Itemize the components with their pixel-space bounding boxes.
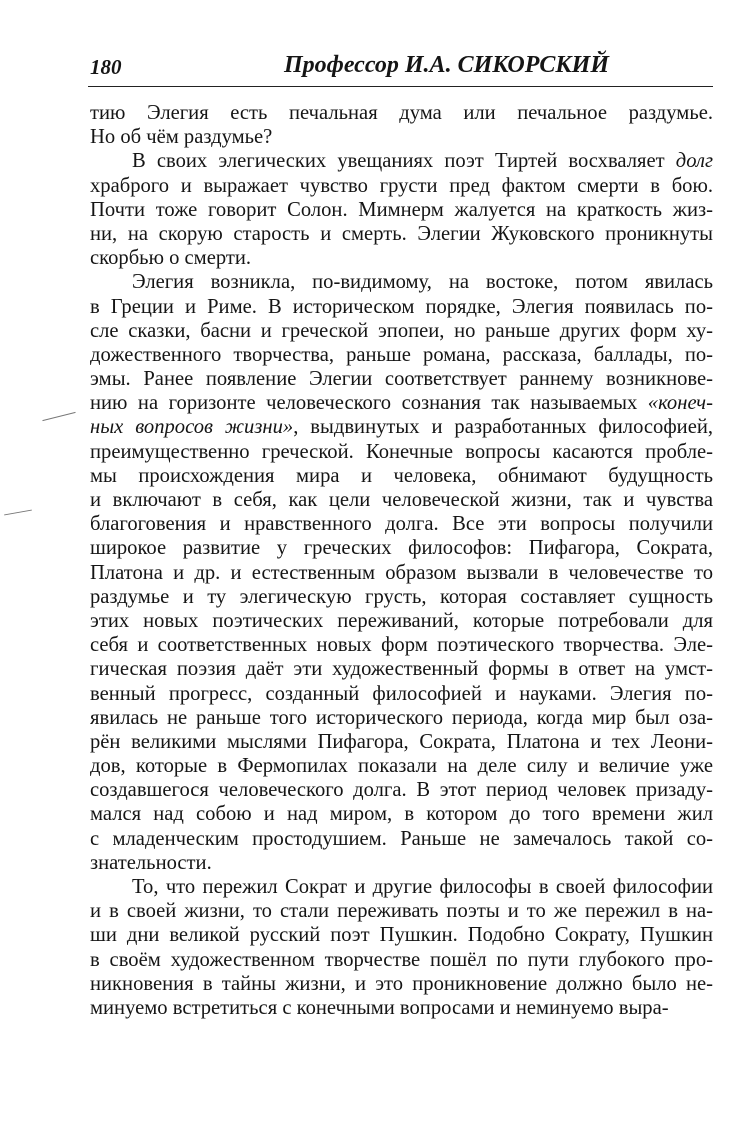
text-line: [90, 633, 713, 657]
text-run: благоговения и нравственного долга. Все эти вопросы получили: [90, 513, 713, 536]
text-run: скорбью о смерти.: [90, 247, 252, 270]
text-run: раздумье и ту элегическую грусть, которая составляет сущность: [90, 585, 713, 608]
text-line: [90, 464, 713, 488]
text-line: [90, 948, 713, 972]
text-line: [90, 754, 713, 778]
text-line: [90, 657, 713, 681]
text-run: дожественного творчества, раньше романа, рассказа, баллады, по-: [90, 343, 713, 366]
text-run: создавшегося человеческого долга. В этот период человек призаду-: [90, 779, 713, 802]
text-line: [90, 198, 713, 222]
text-run: Элегия возникла, по-видимому, на востоке, потом явилась: [132, 271, 713, 294]
text-run: в своём художественном творчестве пошёл по пути глубокого про-: [90, 948, 713, 971]
text-line: [90, 246, 713, 270]
text-run: явилась не раньше того исторического периода, когда мир был оза-: [90, 706, 713, 729]
paragraph: [90, 101, 713, 149]
text-run: нию на горизонте человеческого сознания так называемых: [90, 392, 648, 415]
italic-text: «конеч-: [647, 392, 713, 415]
text-run: широкое развитие у греческих философов: Пифагора, Сократа,: [90, 537, 713, 560]
text-line: [90, 561, 713, 585]
margin-pencil-mark: [4, 510, 32, 516]
text-line: [90, 343, 713, 367]
italic-text: ных вопросов жизни»: [90, 416, 294, 439]
text-run: рён великими мыслями Пифагора, Сократа, Платона и тех Леони-: [90, 730, 713, 753]
text-run: себя и соответственных новых форм поэтического творчества. Эле-: [90, 634, 713, 657]
text-line: [90, 875, 713, 899]
text-line: [90, 899, 713, 923]
text-run: эмы. Ранее появление Элегии соответствует раннему возникнове-: [90, 368, 713, 391]
text-run: никновения в тайны жизни, и это проникновение должно было не-: [90, 972, 713, 995]
text-run: ши дни великой русский поэт Пушкин. Подобно Сократу, Пушкин: [90, 924, 713, 947]
text-run: мался над собою и над миром, в котором до того времени жил: [90, 803, 713, 826]
text-line: [90, 730, 713, 754]
text-line: [90, 536, 713, 560]
text-line: [90, 512, 713, 536]
text-line: [90, 609, 713, 633]
text-line: [90, 440, 713, 464]
text-line: [90, 319, 713, 343]
text-line: [90, 827, 713, 851]
text-run: То, что пережил Сократ и другие философы в своей философии: [132, 876, 713, 898]
text-line: [90, 125, 713, 149]
text-line: [90, 295, 713, 319]
text-run: и включают в себя, как цели человеческой жизни, так и чувства: [90, 489, 713, 511]
text-run: в Греции и Риме. В историческом порядке, Элегия появилась по-: [90, 295, 713, 318]
text-run: и в своей жизни, то стали переживать поэты и то же пережил в на-: [90, 900, 713, 923]
text-line: [90, 174, 713, 198]
paragraph: [90, 270, 713, 875]
text-line: [90, 923, 713, 947]
text-run: с младенческим простодушием. Раньше не замечалось такой со-: [90, 827, 713, 850]
text-run: знательности.: [90, 851, 212, 874]
text-run: , выдвинутых и разработанных философией,: [293, 416, 713, 439]
text-run: дов, которые в Фермопилах показали на деле силу и величие уже: [90, 755, 713, 778]
text-line: [90, 367, 713, 391]
margin-pencil-mark: [42, 412, 75, 421]
text-run: сле сказки, басни и греческой эпопеи, но раньше других форм ху-: [90, 319, 713, 342]
text-run: В своих элегических увещаниях поэт Тиртей восхваляет: [132, 150, 676, 173]
text-line: [90, 778, 713, 802]
text-run: Платона и др. и естественным образом вызвали в человечестве то: [90, 561, 713, 584]
italic-text: долг: [675, 150, 713, 173]
text-line: [90, 996, 713, 1020]
text-line: [90, 706, 713, 730]
text-run: этих новых поэтических переживаний, которые потребовали для: [90, 609, 713, 632]
text-line: [90, 585, 713, 609]
body-text: [90, 101, 713, 1020]
text-run: Почти тоже говорит Солон. Мимнерм жалуется на краткость жиз-: [90, 198, 713, 221]
text-run: мы происхождения мира и человека, обнимают будущность: [90, 464, 713, 487]
paragraph: [90, 875, 713, 1020]
text-line: [90, 682, 713, 706]
text-line: [90, 149, 713, 173]
text-line: [90, 415, 713, 439]
text-line: [90, 488, 713, 512]
text-run: венный прогресс, созданный философией и науками. Элегия по-: [90, 682, 713, 705]
text-run: преимущественно греческой. Конечные вопросы касаются пробле-: [90, 440, 713, 463]
text-run: Но об чём раздумье?: [90, 126, 273, 149]
running-title: Профессор И.А. СИКОРСКИЙ: [284, 52, 610, 78]
text-line: [90, 222, 713, 246]
page-header: [88, 50, 713, 87]
paragraph: [90, 149, 713, 270]
text-run: храброго и выражает чувство грусти пред фактом смерти в бою.: [90, 174, 713, 197]
text-line: [90, 851, 713, 875]
text-line: [90, 802, 713, 826]
text-run: тию Элегия есть печальная дума или печальное раздумье.: [90, 102, 713, 124]
text-line: [90, 972, 713, 996]
text-line: [90, 391, 713, 415]
text-run: ни, на скорую старость и смерть. Элегии Жуковского проникнуты: [90, 222, 713, 245]
text-run: минуемо встретиться с конечными вопросами и неминуемо выра-: [90, 996, 669, 1019]
page-number: 180: [90, 55, 122, 79]
text-run: гическая поэзия даёт эти художественный формы в ответ на умст-: [90, 658, 713, 681]
text-line: [90, 270, 713, 294]
text-line: [90, 101, 713, 125]
